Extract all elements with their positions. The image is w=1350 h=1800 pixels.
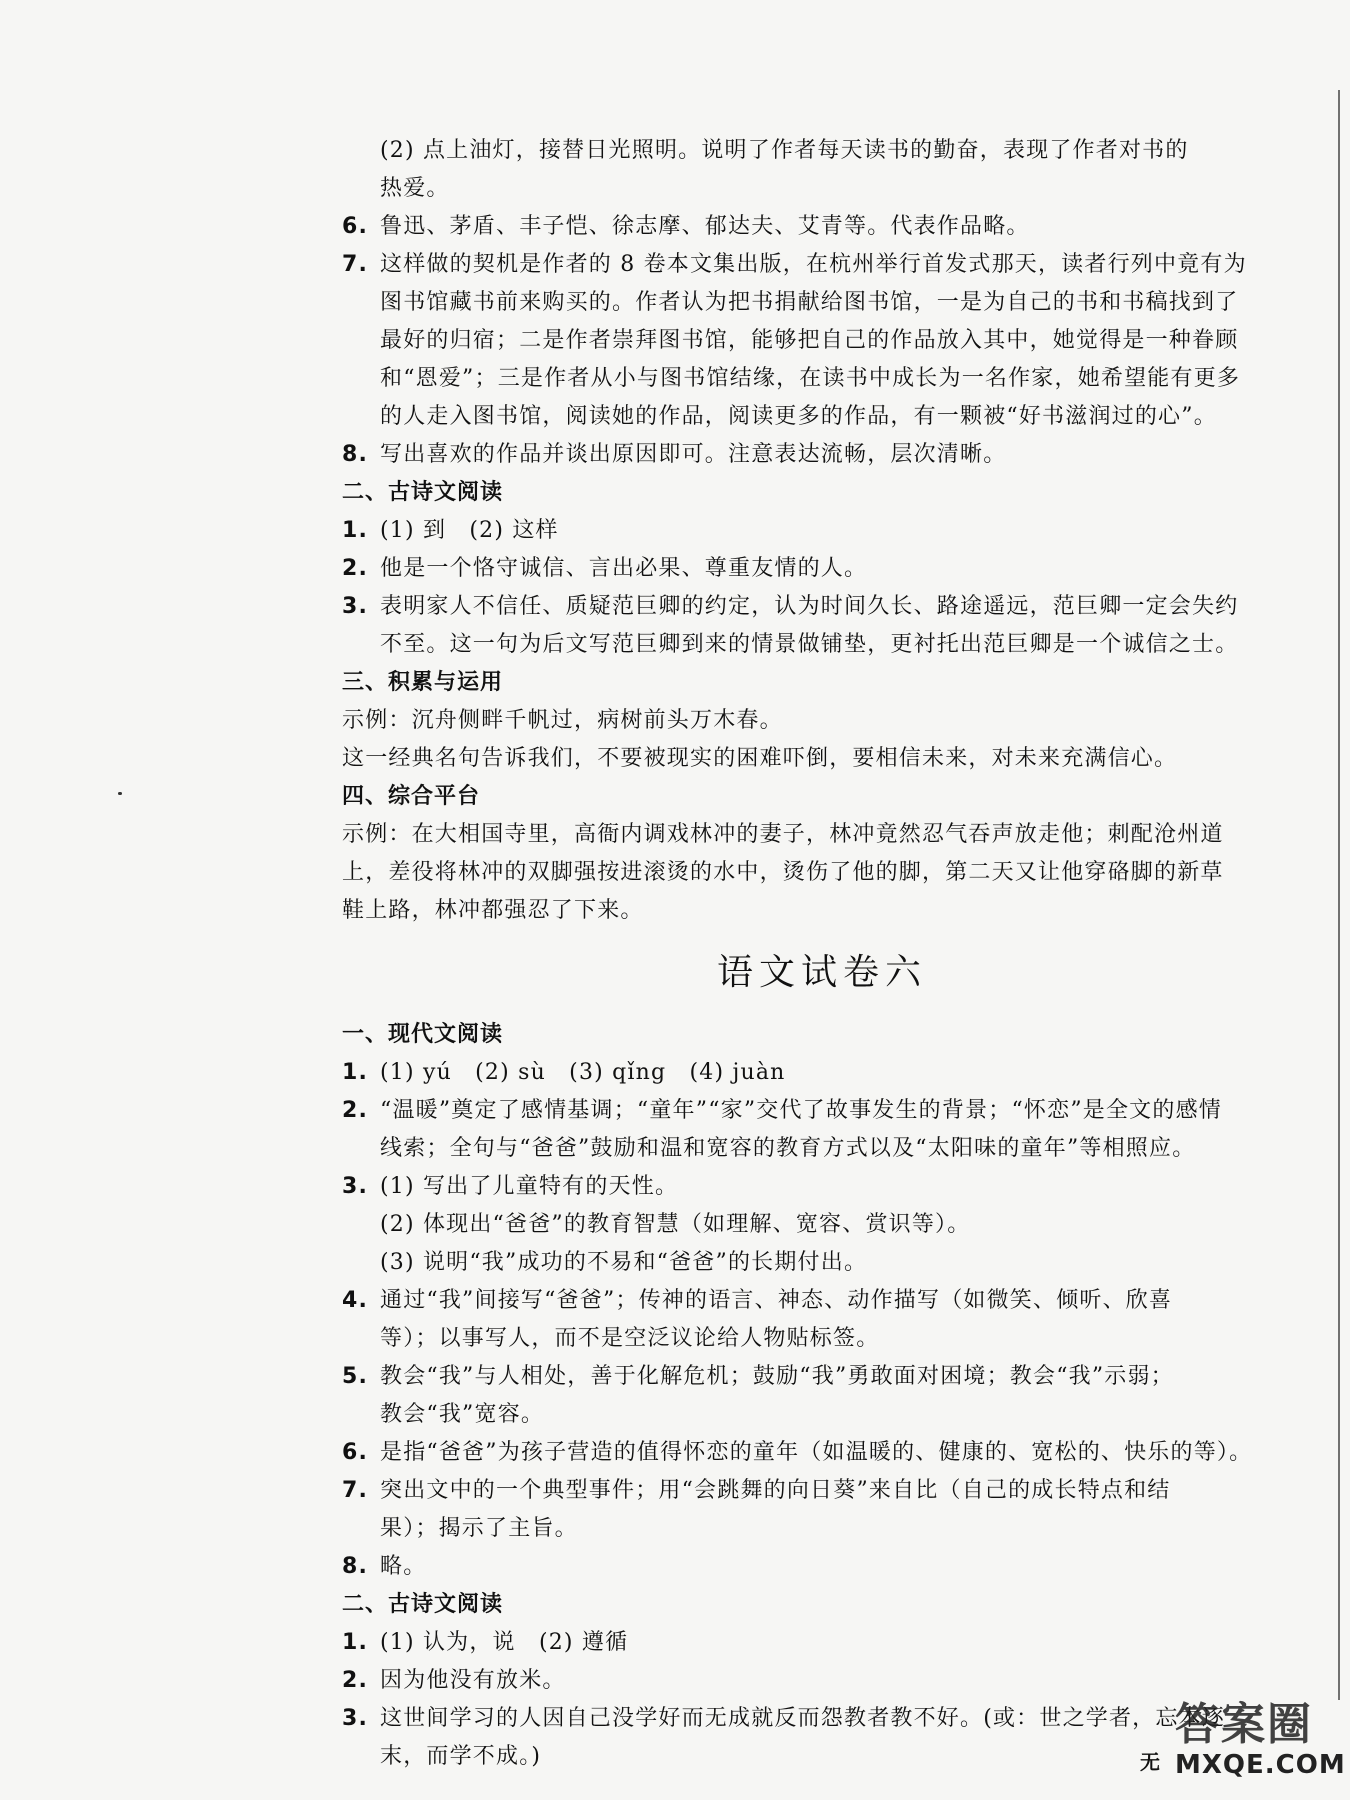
text-line: 鲁迅、茅盾、丰子恺、徐志摩、郁达夫、艾青等。代表作品略。: [380, 214, 1030, 239]
answer-item-6: [342, 1434, 1302, 1472]
section-heading: 四、综合平台: [342, 784, 481, 809]
item-number: 7.: [342, 1478, 369, 1503]
text-line: 果）；揭示了主旨。: [380, 1516, 578, 1541]
text-line: (1) 认为，说 (2) 遵循: [380, 1630, 629, 1655]
text-line: (2) 体现出“爸爸”的教育智慧（如理解、宽容、赏识等）。: [380, 1212, 971, 1237]
text-line: 教会“我”与人相处，善于化解危机；鼓励“我”勇敢面对困境；教会“我”示弱；: [380, 1364, 1174, 1389]
watermark-text: 答案圈: [1175, 1699, 1313, 1750]
text-line: 等）；以事写人，而不是空泛议论给人物贴标签。: [380, 1326, 880, 1351]
text-line: 上，差役将林冲的双脚强按进滚烫的水中，烫伤了他的脚，第二天又让他穿硌脚的新草: [342, 860, 1224, 885]
section-heading: 三、积累与运用: [342, 670, 504, 695]
item-number: 8.: [342, 442, 369, 467]
answer-item-7: [342, 246, 1302, 436]
text-line: 末，而学不成。): [380, 1744, 542, 1769]
answer-item-2: [342, 1662, 1302, 1700]
text-line: (3) 说明“我”成功的不易和“爸爸”的长期付出。: [380, 1250, 868, 1275]
answer-item-3: [342, 588, 1302, 664]
text-line: 这一经典名句告诉我们，不要被现实的困难吓倒，要相信未来，对未来充满信心。: [342, 746, 1178, 771]
item-number: 3.: [342, 1174, 369, 1199]
item-number: 3.: [342, 594, 369, 619]
text-line: 不至。这一句为后文写范巨卿到来的情景做铺垫，更衬托出范巨卿是一个诚信之士。: [380, 632, 1239, 657]
text-line: (2) 点上油灯，接替日光照明。说明了作者每天读书的勤奋，表现了作者对书的: [380, 138, 1189, 163]
answer-content: [342, 132, 1302, 1776]
answer-subitem: [342, 132, 1302, 208]
text-line: (1) 写出了儿童特有的天性。: [380, 1174, 679, 1199]
item-number: 1.: [342, 518, 369, 543]
text-line: 图书馆藏书前来购买的。作者认为把书捐献给图书馆，一是为自己的书和书稿找到了: [380, 290, 1239, 315]
text-line: 是指“爸爸”为孩子营造的值得怀恋的童年（如温暖的、健康的、宽松的、快乐的等）。: [380, 1440, 1253, 1465]
answer-item-7: [342, 1472, 1302, 1548]
section-heading: 一、现代文阅读: [342, 1022, 504, 1047]
item-number: 2.: [342, 1668, 369, 1693]
item-number: 5.: [342, 1364, 369, 1389]
text-line: “温暖”奠定了感情基调；“童年”“家”交代了故事发生的背景；“怀恋”是全文的感情: [380, 1098, 1222, 1123]
item-number: 7.: [342, 252, 369, 277]
answer-item-2: [342, 550, 1302, 588]
text-line: 因为他没有放米。: [380, 1668, 566, 1693]
text-line: 示例：沉舟侧畔千帆过，病树前头万木春。: [342, 708, 783, 733]
item-number: 1.: [342, 1060, 369, 1085]
text-line: 热爱。: [380, 176, 450, 201]
text-line: 的人走入图书馆，阅读她的作品，阅读更多的作品，有一颗被“好书滋润过的心”。: [380, 404, 1217, 429]
text-line: 这世间学习的人因自己没学好而无成就反而怨教者教不好。(或：世之学者，忘本逐: [380, 1706, 1225, 1731]
paper-title: 语文试卷六: [716, 952, 927, 993]
text-line: 和“恩爱”；三是作者从小与图书馆结缘，在读书中成长为一名作家，她希望能有更多: [380, 366, 1241, 391]
item-number: 4.: [342, 1288, 369, 1313]
text-line: 这样做的契机是作者的 8 卷本文集出版，在杭州举行首发式那天，读者行列中竟有为: [380, 252, 1247, 277]
watermark-url: MXQE.COM: [1175, 1750, 1346, 1780]
item-number: 1.: [342, 1630, 369, 1655]
item-number: 6.: [342, 1440, 369, 1465]
text-line: 他是一个恪守诚信、言出必果、尊重友情的人。: [380, 556, 868, 581]
answer-item-1: [342, 1054, 1302, 1092]
text-line: 表明家人不信任、质疑范巨卿的约定，认为时间久长、路途遥远，范巨卿一定会失约: [380, 594, 1239, 619]
item-number: 2.: [342, 1098, 369, 1123]
answer-item-3: [342, 1168, 1302, 1282]
answer-item-2: [342, 1092, 1302, 1168]
section-heading: 二、古诗文阅读: [342, 1592, 504, 1617]
item-number: 2.: [342, 556, 369, 581]
text-line: 鞋上路，林冲都强忍了下来。: [342, 898, 644, 923]
item-number: 3.: [342, 1706, 369, 1731]
text-line: 通过“我”间接写“爸爸”；传神的语言、神态、动作描写（如微笑、倾听、欣喜: [380, 1288, 1173, 1313]
answer-item-1: [342, 1624, 1302, 1662]
text-line: 教会“我”宽容。: [380, 1402, 545, 1427]
answer-item-4: [342, 1282, 1302, 1358]
page-edge-line: [1338, 90, 1340, 1700]
scan-speck: [118, 792, 122, 795]
answer-item-1: [342, 512, 1302, 550]
answer-item-5: [342, 1358, 1302, 1434]
answer-item-8: [342, 436, 1302, 474]
answer-item-8: [342, 1548, 1302, 1586]
text-line: (1) yú (2) sù (3) qǐng (4) juàn: [380, 1060, 786, 1085]
text-line: 示例：在大相国寺里，高衙内调戏林冲的妻子，林冲竟然忍气吞声放走他；刺配沧州道: [342, 822, 1224, 847]
item-number: 6.: [342, 214, 369, 239]
text-line: 写出喜欢的作品并谈出原因即可。注意表达流畅，层次清晰。: [380, 442, 1007, 467]
answer-item-6: [342, 208, 1302, 246]
item-number: 8.: [342, 1554, 369, 1579]
text-line: 略。: [380, 1554, 427, 1579]
text-line: 最好的归宿；二是作者崇拜图书馆，能够把自己的作品放入其中，她觉得是一种眷顾: [380, 328, 1239, 353]
site-watermark-logo: [1175, 1699, 1346, 1790]
text-line: (1) 到 (2) 这样: [380, 518, 559, 543]
text-line: 突出文中的一个典型事件；用“会跳舞的向日葵”来自比（自己的成长特点和结: [380, 1478, 1171, 1503]
text-line: 线索；全句与“爸爸”鼓励和温和宽容的教育方式以及“太阳味的童年”等相照应。: [380, 1136, 1196, 1161]
page-number-mark: 无: [1140, 1750, 1160, 1774]
section-heading: 二、古诗文阅读: [342, 480, 504, 505]
